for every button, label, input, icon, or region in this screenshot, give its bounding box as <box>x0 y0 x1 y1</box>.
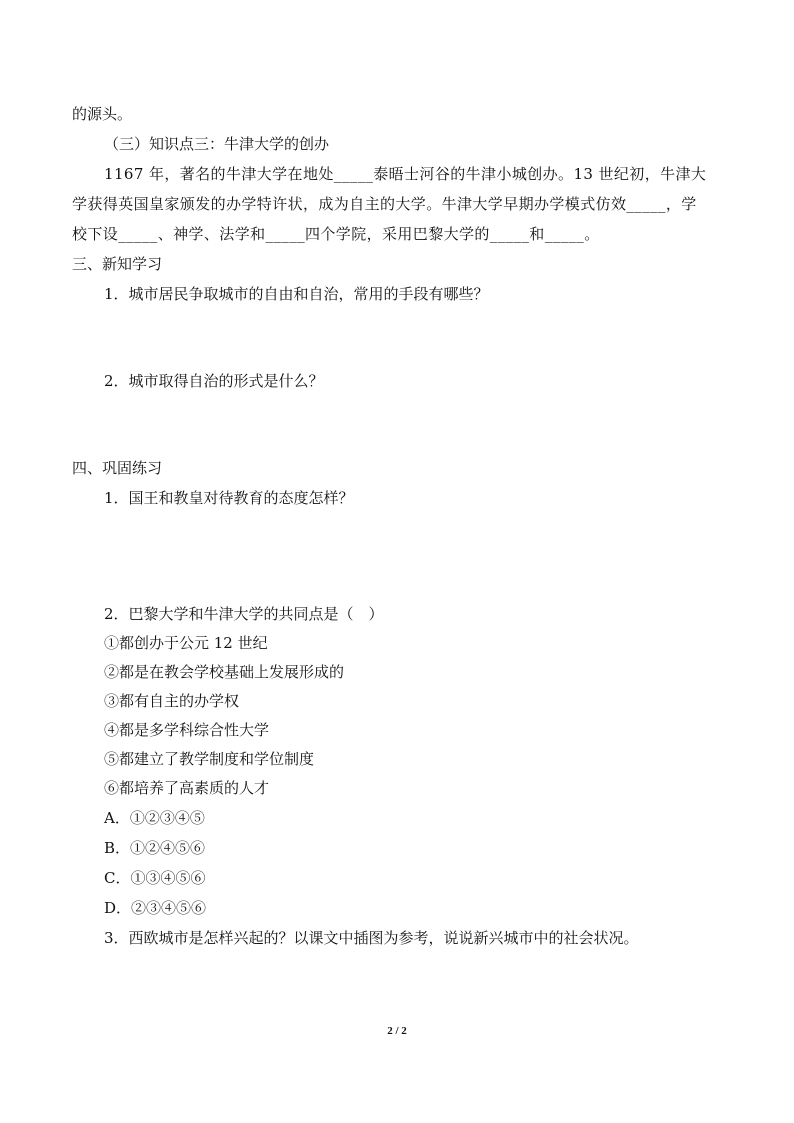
section3-heading: 三、新知学习 <box>72 255 163 273</box>
subsection3-para-line-3: 校下设_____、神学、法学和_____四个学院，采用巴黎大学的_____和_____。 <box>72 225 600 243</box>
statement-4: ④都是多学科综合性大学 <box>104 721 270 739</box>
statement-2: ②都是在教会学校基础上发展形成的 <box>104 663 345 681</box>
option-d: D．②③④⑤⑥ <box>104 899 207 917</box>
section4-question-1: 1．国王和教皇对待教育的态度怎样？ <box>104 489 354 507</box>
subsection3-para-line-2: 学获得英国皇家颁发的办学特许状，成为自主的大学。牛津大学早期办学模式仿效_____，学 <box>72 195 697 213</box>
statement-6: ⑥都培养了高素质的人才 <box>104 779 270 797</box>
option-a: A．①②③④⑤ <box>104 809 205 827</box>
section3-question-1: 1．城市居民争取城市的自由和自治，常用的手段有哪些？ <box>104 285 489 303</box>
statement-5: ⑤都建立了教学制度和学位制度 <box>104 750 315 768</box>
section4-heading: 四、巩固练习 <box>72 459 163 477</box>
statement-3: ③都有自主的办学权 <box>104 692 240 710</box>
page-number: 2 / 2 <box>387 1025 407 1037</box>
section4-question-3: 3．西欧城市是怎样兴起的？以课文中插图为参考，说说新兴城市中的社会状况。 <box>104 929 639 947</box>
subsection3-heading: （三）知识点三：牛津大学的创办 <box>104 135 330 153</box>
section4-question-2: 2．巴黎大学和牛津大学的共同点是（ ） <box>104 605 384 623</box>
statement-1: ①都创办于公元 12 世纪 <box>104 634 268 652</box>
section3-question-2: 2．城市取得自治的形式是什么？ <box>104 372 324 390</box>
option-c: C．①③④⑤⑥ <box>104 869 206 887</box>
section2-tail: 的源头。 <box>72 105 133 123</box>
subsection3-para-line-1: 1167 年，著名的牛津大学在地处_____泰晤士河谷的牛津小城创办。13 世纪初，牛津大 <box>104 165 707 183</box>
option-b: B．①②④⑤⑥ <box>104 839 206 857</box>
